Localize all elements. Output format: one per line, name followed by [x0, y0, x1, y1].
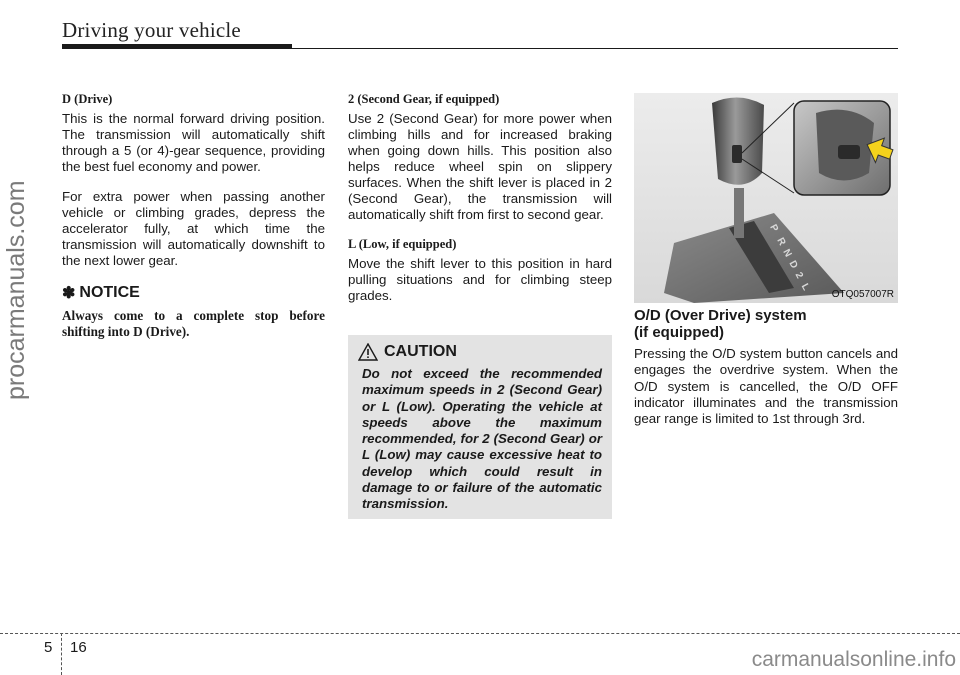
notice-heading — [62, 283, 325, 303]
od-heading-line1: O/D (Over Drive) system — [634, 307, 807, 324]
caution-title: CAUTION — [384, 343, 457, 360]
figure-code: OTQ057007R — [831, 289, 894, 300]
caution-text: Do not exceed the recommended maximum speeds in 2 (Second Gear) or L (Low). Operating the vehicle at speeds above the maximum recommended, for 2 (Second Gear) or L (Low) may cause excessive heat to develop which could result in damage to or failure of the automatic transmission. — [362, 366, 602, 512]
chapter-number: 5 — [44, 639, 53, 656]
notice-icon: ✽ — [62, 285, 76, 302]
shift-lever-figure — [634, 93, 898, 303]
page-header-title: Driving your vehicle — [62, 18, 241, 42]
caution-heading — [358, 343, 457, 361]
gate-letter-l: L — [798, 281, 812, 293]
low-gear-paragraph: Move the shift lever to this position in hard pulling situations and for climbing steep grades. — [348, 256, 612, 303]
gate-letter-2: 2 — [792, 270, 805, 281]
drive-paragraph-2: For extra power when passing another vehicle or climbing grades, depress the accelerator fully, at which time the transmission will automatically downshift to the next lower gear. — [62, 189, 325, 268]
notice-text: Always come to a complete stop before shifting into D (Drive). — [62, 308, 325, 339]
od-heading-line2: (if equipped) — [634, 324, 724, 341]
header-rule-thin — [292, 48, 898, 49]
gate-letter-p: P — [767, 222, 781, 234]
drive-heading: D (Drive) — [62, 92, 113, 106]
second-gear-heading: 2 (Second Gear, if equipped) — [348, 92, 500, 106]
drive-paragraph-1: This is the normal forward driving position. The transmission will automatically shift through a 5 (or 4)-gear sequence, providing the best fuel economy and power. — [62, 111, 325, 174]
gate-letter-r: R — [774, 236, 788, 248]
header-rule-thick — [62, 44, 292, 49]
od-paragraph: Pressing the O/D system button cancels and engages the overdrive system. When the O/D system is cancelled, the O/D OFF indicator illuminates and the transmission gear range is limited to 1st through 3rd. — [634, 346, 898, 427]
side-watermark: procarmanuals.com — [2, 180, 30, 400]
column-middle — [348, 92, 612, 304]
caution-box — [348, 335, 612, 519]
notice-title: NOTICE — [79, 284, 140, 301]
low-gear-heading: L (Low, if equipped) — [348, 237, 457, 251]
column-left — [62, 92, 325, 340]
gate-letter-n: N — [780, 247, 794, 260]
shift-lever-illustration — [634, 93, 898, 303]
footer-watermark: carmanualsonline.info — [751, 648, 956, 671]
warning-triangle-icon — [358, 343, 378, 361]
footer-rule — [0, 633, 960, 634]
second-gear-paragraph: Use 2 (Second Gear) for more power when climbing hills and for increased braking when going down hills. This position also helps reduce wheel spin on slippery surfaces. When the shift lever is placed in 2 (Second Gear), the transmission will automatically shift from first to second gear. — [348, 111, 612, 222]
od-heading — [634, 307, 898, 341]
footer-divider — [61, 633, 62, 675]
gate-letter-d: D — [786, 258, 800, 271]
page-number: 16 — [70, 639, 87, 656]
